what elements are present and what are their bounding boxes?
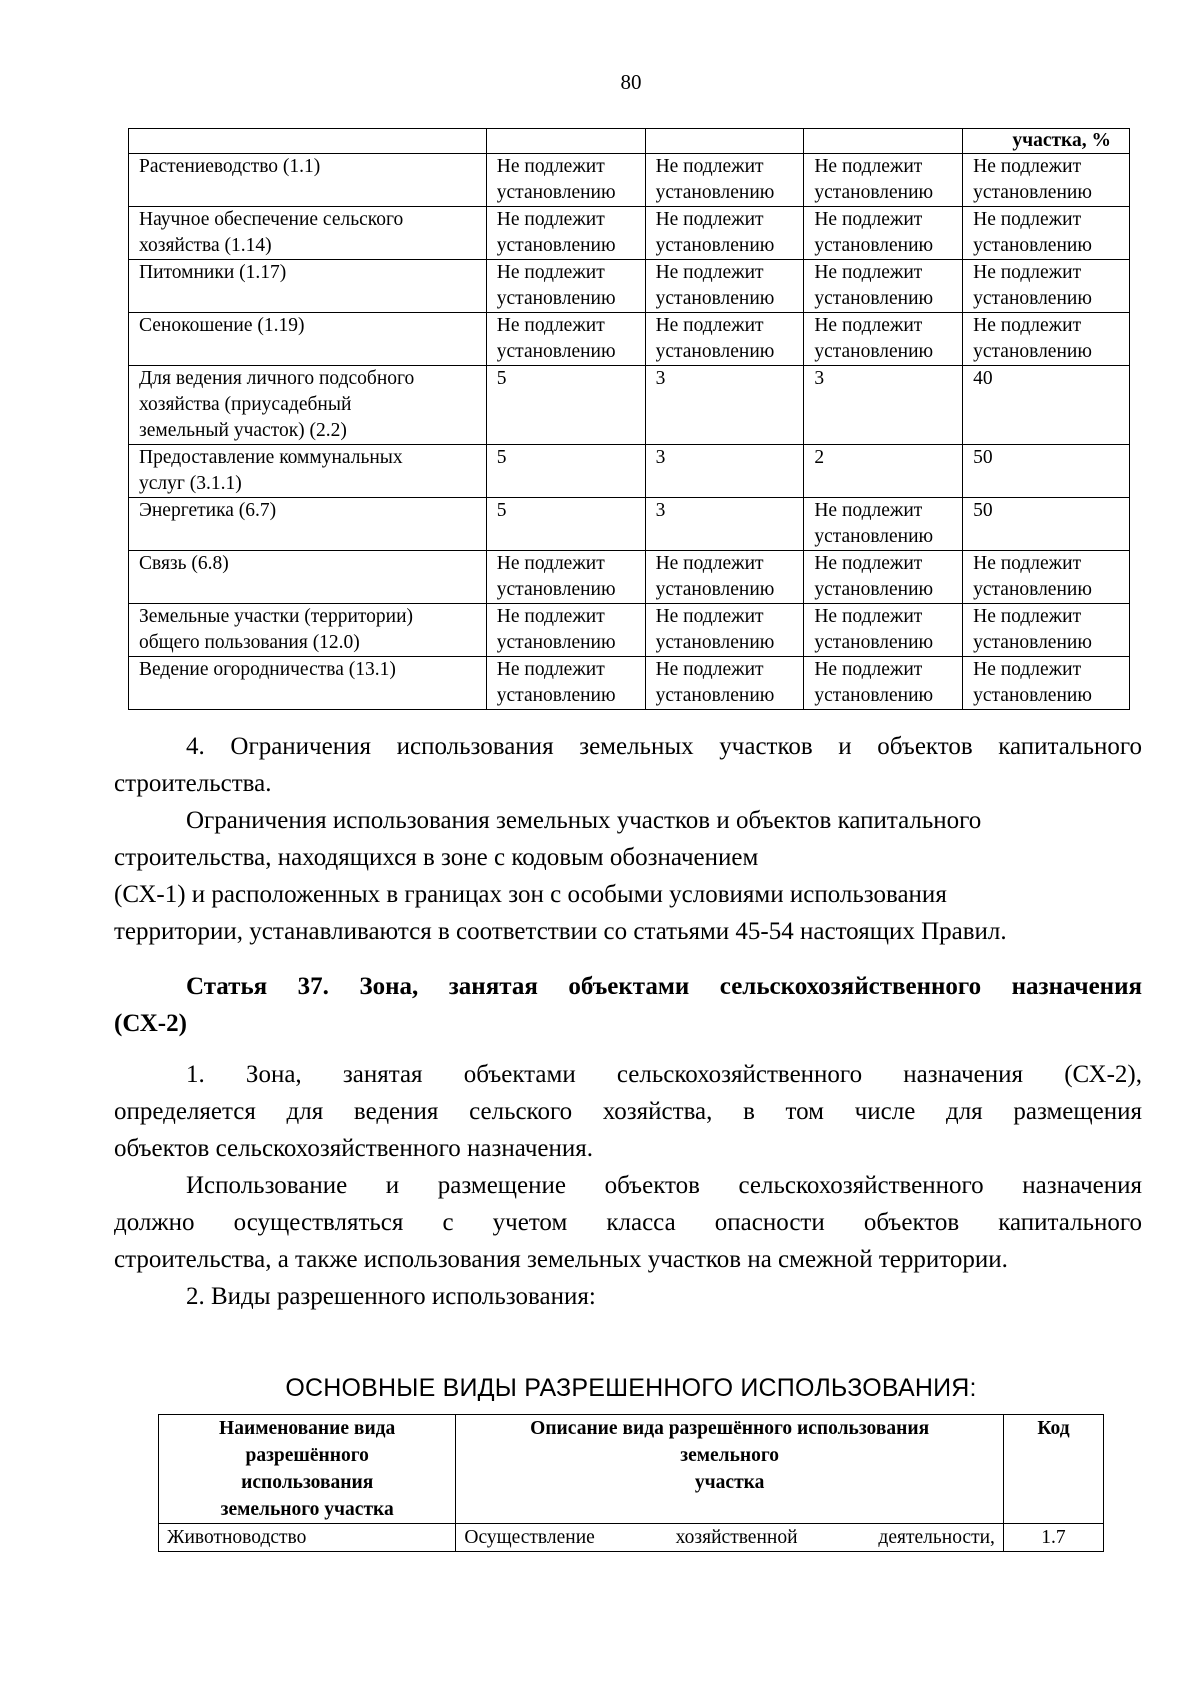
section-4-heading-line1: 4. Ограничения использования земельных участков и объектов капитального — [186, 733, 1142, 760]
article-37-title-line2: (СХ-2) — [114, 1010, 187, 1037]
cell-use-type: Научное обеспечение сельского хозяйства (1.14) — [129, 207, 487, 260]
cell-value-4: 50 — [963, 445, 1130, 498]
cell-use-type: Предоставление коммунальных услуг (3.1.1) — [129, 445, 487, 498]
cell-value-1: Не подлежит установлению — [486, 207, 645, 260]
cell-value-3: Не подлежит установлению — [804, 154, 963, 207]
table-header-row — [159, 1415, 1104, 1524]
cell-value-1: Не подлежит установлению — [486, 604, 645, 657]
page-number: 80 — [620, 70, 642, 94]
cell-value-3: 3 — [804, 366, 963, 445]
cell-use-name: Животноводство — [159, 1524, 456, 1552]
cell-value-4: Не подлежит установлению — [963, 154, 1130, 207]
table-row — [129, 498, 1130, 551]
cell-value-2: Не подлежит установлению — [645, 313, 804, 366]
permitted-uses-table-title: ОСНОВНЫЕ ВИДЫ РАЗРЕШЕННОГО ИСПОЛЬЗОВАНИЯ: — [285, 1374, 977, 1402]
cell-use-type: Растениеводство (1.1) — [129, 154, 487, 207]
cell-value-1: Не подлежит установлению — [486, 551, 645, 604]
article-37-p2-line3: строительства, а также использования земельных участков на смежной территории. — [114, 1246, 1008, 1273]
section-4 — [114, 728, 1142, 950]
cell-value-1: Не подлежит установлению — [486, 313, 645, 366]
cell-value-2: 3 — [645, 498, 804, 551]
section-4-paragraph-line3: (СХ-1) и расположенных в границах зон с особыми условиями использования — [114, 881, 947, 908]
table-row — [129, 445, 1130, 498]
table-row — [129, 551, 1130, 604]
building-parameters-table — [128, 128, 1130, 710]
article-37-p1-line2: определяется для ведения сельского хозяйства, в том числе для размещения — [114, 1098, 1142, 1125]
cell-value-4: Не подлежит установлению — [963, 207, 1130, 260]
article-37-p2-line1: Использование и размещение объектов сельскохозяйственного назначения — [186, 1172, 1142, 1199]
table-header-row — [129, 129, 1130, 154]
cell-value-4: Не подлежит установлению — [963, 551, 1130, 604]
cell-value-3: Не подлежит установлению — [804, 313, 963, 366]
article-37-body — [114, 1056, 1142, 1315]
table-row — [129, 657, 1130, 710]
header-cell-code: Код — [1003, 1415, 1103, 1524]
cell-value-3: Не подлежит установлению — [804, 604, 963, 657]
header-cell-lot-percent: участка, % — [963, 129, 1130, 154]
cell-use-type: Ведение огородничества (13.1) — [129, 657, 487, 710]
cell-value-2: Не подлежит установлению — [645, 154, 804, 207]
section-4-paragraph-line2: строительства, находящихся в зоне с кодовым обозначением — [114, 844, 759, 871]
table-row — [129, 366, 1130, 445]
cell-use-type: Связь (6.8) — [129, 551, 487, 604]
cell-value-4: Не подлежит установлению — [963, 260, 1130, 313]
cell-value-4: Не подлежит установлению — [963, 657, 1130, 710]
cell-value-4: 50 — [963, 498, 1130, 551]
cell-value-3: Не подлежит установлению — [804, 260, 963, 313]
table-row — [129, 604, 1130, 657]
cell-use-type: Энергетика (6.7) — [129, 498, 487, 551]
cell-value-2: Не подлежит установлению — [645, 551, 804, 604]
cell-use-type: Для ведения личного подсобного хозяйства (приусадебный земельный участок) (2.2) — [129, 366, 487, 445]
table-row — [159, 1524, 1104, 1552]
cell-value-2: 3 — [645, 445, 804, 498]
cell-value-4: 40 — [963, 366, 1130, 445]
cell-value-3: Не подлежит установлению — [804, 207, 963, 260]
cell-use-type: Сенокошение (1.19) — [129, 313, 487, 366]
cell-value-1: Не подлежит установлению — [486, 657, 645, 710]
table-row — [129, 154, 1130, 207]
article-37-title — [114, 968, 1142, 1042]
cell-value-2: 3 — [645, 366, 804, 445]
section-4-paragraph-line1: Ограничения использования земельных участков и объектов капитального — [186, 807, 982, 834]
article-37-p3: 2. Виды разрешенного использования: — [186, 1283, 596, 1310]
table-row — [129, 260, 1130, 313]
section-4-paragraph-line4: территории, устанавливаются в соответствии со статьями 45-54 настоящих Правил. — [114, 918, 1007, 945]
article-37-title-line1: Статья 37. Зона, занятая объектами сельскохозяйственного назначения — [186, 973, 1142, 1000]
header-cell-description: Описание вида разрешённого использования земельного участка — [456, 1415, 1004, 1524]
cell-value-4: Не подлежит установлению — [963, 313, 1130, 366]
cell-value-3: Не подлежит установлению — [804, 657, 963, 710]
table-row — [129, 207, 1130, 260]
article-37-p1-line3: объектов сельскохозяйственного назначения. — [114, 1135, 594, 1162]
permitted-uses-table — [158, 1414, 1104, 1552]
cell-value-2: Не подлежит установлению — [645, 604, 804, 657]
cell-value-1: 5 — [486, 366, 645, 445]
cell-value-2: Не подлежит установлению — [645, 260, 804, 313]
cell-value-3: 2 — [804, 445, 963, 498]
header-cell-name: Наименование вида разрешённого использования земельного участка — [159, 1415, 456, 1524]
cell-value-2: Не подлежит установлению — [645, 207, 804, 260]
cell-use-type: Питомники (1.17) — [129, 260, 487, 313]
article-37-p1-line1: 1. Зона, занятая объектами сельскохозяйственного назначения (СХ-2), — [186, 1061, 1142, 1088]
cell-value-1: 5 — [486, 445, 645, 498]
article-37-p2-line2: должно осуществляться с учетом класса опасности объектов капитального — [114, 1209, 1142, 1236]
cell-use-description: Осуществление хозяйственной деятельности, — [456, 1524, 1004, 1552]
cell-value-3: Не подлежит установлению — [804, 551, 963, 604]
cell-use-type: Земельные участки (территории) общего пользования (12.0) — [129, 604, 487, 657]
cell-value-1: Не подлежит установлению — [486, 260, 645, 313]
cell-value-1: 5 — [486, 498, 645, 551]
cell-use-code: 1.7 — [1003, 1524, 1103, 1552]
cell-value-3: Не подлежит установлению — [804, 498, 963, 551]
cell-value-4: Не подлежит установлению — [963, 604, 1130, 657]
cell-value-2: Не подлежит установлению — [645, 657, 804, 710]
section-4-heading-line2: строительства. — [114, 770, 272, 797]
cell-value-1: Не подлежит установлению — [486, 154, 645, 207]
table-row — [129, 313, 1130, 366]
